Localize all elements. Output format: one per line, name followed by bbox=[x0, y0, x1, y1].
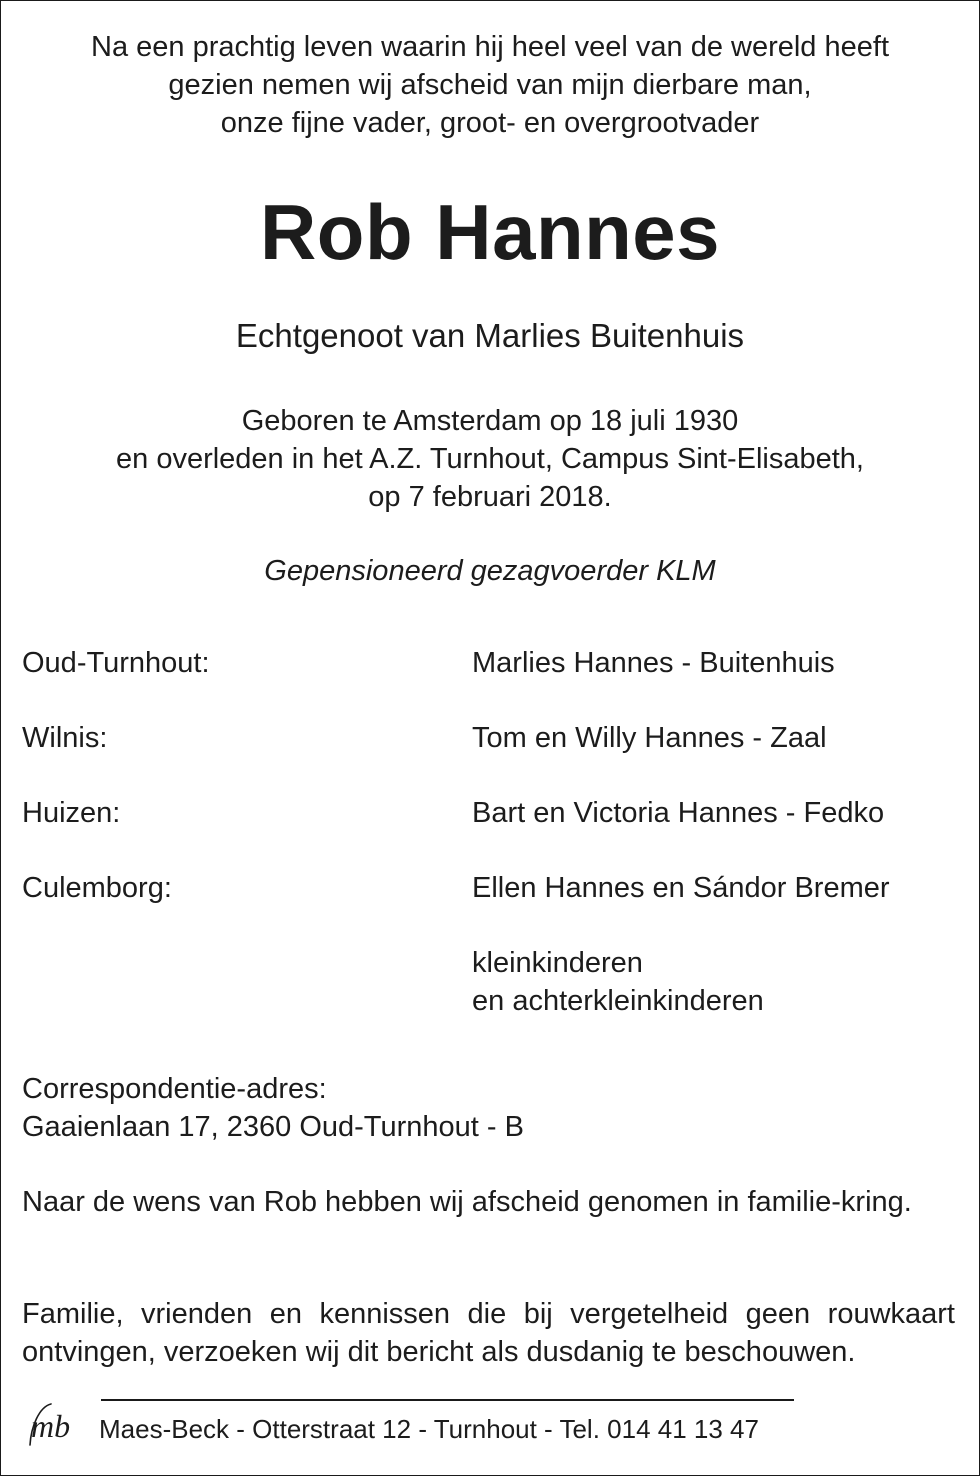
funeral-home-info: Maes-Beck - Otterstraat 12 - Turnhout - Tel. 014 41 13 47 bbox=[99, 1414, 759, 1444]
intro-line-3: onze fijne vader, groot- en overgrootvader bbox=[220, 107, 760, 139]
birth-death-details bbox=[1, 402, 979, 516]
family-names: Bart en Victoria Hannes - Fedko bbox=[472, 797, 885, 829]
grandchildren bbox=[472, 944, 764, 1020]
correspondence-address-line: Gaaienlaan 17, 2360 Oud-Turnhout - B bbox=[22, 1111, 524, 1143]
correspondence-address bbox=[22, 1070, 524, 1146]
family-names: Ellen Hannes en Sándor Bremer bbox=[472, 872, 890, 904]
deceased-name: Rob Hannes bbox=[259, 188, 721, 276]
maes-beck-logo bbox=[21, 1401, 87, 1447]
correspondence-label: Correspondentie-adres: bbox=[22, 1073, 327, 1105]
intro-line-1: Na een prachtig leven waarin hij heel veel van de wereld heeft bbox=[91, 31, 889, 63]
family-place: Wilnis: bbox=[22, 722, 108, 754]
spouse-line: Echtgenoot van Marlies Buitenhuis bbox=[235, 317, 745, 354]
missed-card-notice: Familie, vrienden en kennissen die bij vergetelheid geen rouwkaart ontvingen, verzoeken wij dit bericht als dusdanig te beschouwen. bbox=[22, 1298, 955, 1368]
grandchildren-line-1: kleinkinderen bbox=[472, 947, 643, 979]
family-row bbox=[22, 644, 962, 719]
family-row bbox=[22, 869, 962, 944]
family-names: Tom en Willy Hannes - Zaal bbox=[472, 722, 827, 754]
logo-letters: mb bbox=[31, 1408, 71, 1444]
intro-text bbox=[1, 28, 979, 142]
private-ceremony-notice: Naar de wens van Rob hebben wij afscheid genomen in familie-kring. bbox=[22, 1186, 912, 1218]
family-list bbox=[22, 644, 962, 944]
birth-line-3: op 7 februari 2018. bbox=[368, 481, 612, 513]
footer-divider bbox=[101, 1399, 794, 1401]
grandchildren-line-2: en achterkleinkinderen bbox=[472, 985, 764, 1017]
birth-line-1: Geboren te Amsterdam op 18 juli 1930 bbox=[241, 405, 739, 437]
family-row bbox=[22, 794, 962, 869]
family-place: Oud-Turnhout: bbox=[22, 647, 210, 679]
birth-line-2: en overleden in het A.Z. Turnhout, Campus Sint-Elisabeth, bbox=[116, 443, 864, 475]
family-place: Culemborg: bbox=[22, 872, 172, 904]
family-row bbox=[22, 719, 962, 794]
intro-line-2: gezien nemen wij afscheid van mijn dierbare man, bbox=[168, 69, 812, 101]
family-place: Huizen: bbox=[22, 797, 121, 829]
profession: Gepensioneerd gezagvoerder KLM bbox=[264, 555, 716, 587]
family-names: Marlies Hannes - Buitenhuis bbox=[472, 647, 835, 679]
